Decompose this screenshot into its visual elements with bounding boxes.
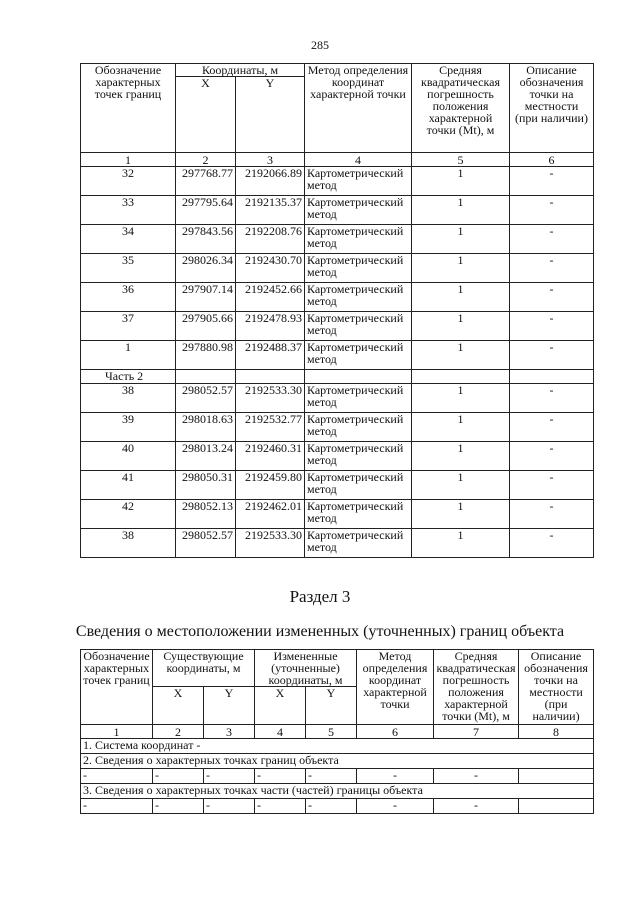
y-coordinate-cell: 2192460.31 bbox=[236, 442, 305, 471]
column-number: 4 bbox=[255, 725, 306, 739]
mean-error-cell: 1 bbox=[412, 283, 510, 312]
x-coordinate-cell: 297795.64 bbox=[176, 196, 236, 225]
coordinate-system-row: 1. Система координат - bbox=[81, 739, 594, 754]
empty-cell bbox=[236, 370, 305, 384]
dash-cell: - bbox=[306, 799, 357, 814]
x-coordinate-cell: 297843.56 bbox=[176, 225, 236, 254]
description-cell: - bbox=[510, 341, 594, 370]
table-row bbox=[81, 500, 594, 529]
mean-error-cell: 1 bbox=[412, 384, 510, 413]
dash-cell bbox=[519, 799, 594, 814]
table-row bbox=[81, 283, 594, 312]
method-cell: Картометрический метод bbox=[305, 442, 412, 471]
section-subtitle: Сведения о местоположении измененных (уточненных) границ объекта bbox=[75, 623, 565, 640]
description-cell: - bbox=[510, 167, 594, 196]
header-x: X bbox=[176, 77, 236, 153]
x-coordinate-cell: 297907.14 bbox=[176, 283, 236, 312]
dash-cell: - bbox=[434, 799, 519, 814]
y-coordinate-cell: 2192462.01 bbox=[236, 500, 305, 529]
part-label-row bbox=[81, 370, 594, 384]
description-cell: - bbox=[510, 500, 594, 529]
point-id-cell: 34 bbox=[81, 225, 176, 254]
dash-cell: - bbox=[153, 799, 204, 814]
table-row bbox=[81, 196, 594, 225]
mean-error-cell: 1 bbox=[412, 413, 510, 442]
header-coordinates: Координаты, м bbox=[176, 64, 305, 77]
method-cell: Картометрический метод bbox=[305, 471, 412, 500]
description-cell: - bbox=[510, 471, 594, 500]
table-row bbox=[81, 254, 594, 283]
mean-error-cell: 1 bbox=[412, 341, 510, 370]
column-number: 3 bbox=[204, 725, 255, 739]
dash-cell: - bbox=[153, 769, 204, 784]
y-coordinate-cell: 2192459.80 bbox=[236, 471, 305, 500]
part-label: Часть 2 bbox=[81, 370, 176, 384]
empty-cell bbox=[305, 370, 412, 384]
description-cell: - bbox=[510, 312, 594, 341]
method-cell: Картометрический метод bbox=[305, 413, 412, 442]
header-existing-coordinates: Существующие координаты, м bbox=[153, 650, 255, 687]
mean-error-cell: 1 bbox=[412, 471, 510, 500]
mean-error-cell: 1 bbox=[412, 196, 510, 225]
header-point-designation: Обозначение характерных точек границ bbox=[81, 650, 153, 725]
method-cell: Картометрический метод bbox=[305, 529, 412, 558]
dash-cell: - bbox=[204, 769, 255, 784]
column-number: 2 bbox=[153, 725, 204, 739]
point-id-cell: 38 bbox=[81, 529, 176, 558]
point-id-cell: 42 bbox=[81, 500, 176, 529]
dash-cell: - bbox=[255, 799, 306, 814]
x-coordinate-cell: 298052.57 bbox=[176, 384, 236, 413]
mean-error-cell: 1 bbox=[412, 312, 510, 341]
y-coordinate-cell: 2192533.30 bbox=[236, 529, 305, 558]
column-number: 7 bbox=[434, 725, 519, 739]
header-existing-y: Y bbox=[204, 687, 255, 725]
y-coordinate-cell: 2192208.76 bbox=[236, 225, 305, 254]
dash-cell: - bbox=[357, 799, 434, 814]
table-row bbox=[81, 225, 594, 254]
x-coordinate-cell: 298052.57 bbox=[176, 529, 236, 558]
dash-cell bbox=[519, 769, 594, 784]
description-cell: - bbox=[510, 225, 594, 254]
x-coordinate-cell: 298052.13 bbox=[176, 500, 236, 529]
empty-cell bbox=[510, 370, 594, 384]
changed-boundaries-table bbox=[80, 649, 594, 814]
dash-cell: - bbox=[81, 799, 153, 814]
mean-error-cell: 1 bbox=[412, 442, 510, 471]
point-id-cell: 41 bbox=[81, 471, 176, 500]
description-cell: - bbox=[510, 384, 594, 413]
y-coordinate-cell: 2192488.37 bbox=[236, 341, 305, 370]
column-number: 1 bbox=[81, 725, 153, 739]
header-existing-x: X bbox=[153, 687, 204, 725]
header-method: Метод определения координат характерной точки bbox=[305, 64, 412, 153]
dash-cell: - bbox=[357, 769, 434, 784]
point-id-cell: 38 bbox=[81, 384, 176, 413]
boundary-points-heading-row: 2. Сведения о характерных точках границ объекта bbox=[81, 754, 594, 769]
y-coordinate-cell: 2192532.77 bbox=[236, 413, 305, 442]
method-cell: Картометрический метод bbox=[305, 254, 412, 283]
y-coordinate-cell: 2192066.89 bbox=[236, 167, 305, 196]
method-cell: Картометрический метод bbox=[305, 283, 412, 312]
y-coordinate-cell: 2192430.70 bbox=[236, 254, 305, 283]
dash-cell: - bbox=[306, 769, 357, 784]
y-coordinate-cell: 2192452.66 bbox=[236, 283, 305, 312]
x-coordinate-cell: 298013.24 bbox=[176, 442, 236, 471]
column-number: 5 bbox=[306, 725, 357, 739]
method-cell: Картометрический метод bbox=[305, 225, 412, 254]
column-number: 1 bbox=[81, 153, 176, 167]
x-coordinate-cell: 298018.63 bbox=[176, 413, 236, 442]
point-id-cell: 37 bbox=[81, 312, 176, 341]
header-mean-error: Средняя квадратическая погрешность положения характерной точки (Mt), м bbox=[434, 650, 519, 725]
x-coordinate-cell: 297880.98 bbox=[176, 341, 236, 370]
description-cell: - bbox=[510, 413, 594, 442]
method-cell: Картометрический метод bbox=[305, 312, 412, 341]
mean-error-cell: 1 bbox=[412, 225, 510, 254]
column-number: 4 bbox=[305, 153, 412, 167]
header-method: Метод определения координат характерной точки bbox=[357, 650, 434, 725]
x-coordinate-cell: 298050.31 bbox=[176, 471, 236, 500]
header-point-designation: Обозначение характерных точек границ bbox=[81, 64, 176, 153]
description-cell: - bbox=[510, 196, 594, 225]
table-row bbox=[81, 341, 594, 370]
mean-error-cell: 1 bbox=[412, 254, 510, 283]
header-changed-y: Y bbox=[306, 687, 357, 725]
header-description: Описание обозначения точки на местности (при наличии) bbox=[519, 650, 594, 725]
table-row bbox=[81, 442, 594, 471]
point-id-cell: 40 bbox=[81, 442, 176, 471]
method-cell: Картометрический метод bbox=[305, 500, 412, 529]
y-coordinate-cell: 2192533.30 bbox=[236, 384, 305, 413]
part-points-heading-row: 3. Сведения о характерных точках части (частей) границы объекта bbox=[81, 784, 594, 799]
header-y: Y bbox=[236, 77, 305, 153]
dash-cell: - bbox=[204, 799, 255, 814]
point-id-cell: 33 bbox=[81, 196, 176, 225]
description-cell: - bbox=[510, 442, 594, 471]
table-row bbox=[81, 413, 594, 442]
mean-error-cell: 1 bbox=[412, 529, 510, 558]
description-cell: - bbox=[510, 529, 594, 558]
dash-cell: - bbox=[81, 769, 153, 784]
mean-error-cell: 1 bbox=[412, 167, 510, 196]
y-coordinate-cell: 2192135.37 bbox=[236, 196, 305, 225]
page-number: 285 bbox=[311, 38, 329, 52]
table-row bbox=[81, 312, 594, 341]
empty-cell bbox=[176, 370, 236, 384]
table-row bbox=[81, 471, 594, 500]
section-title: Раздел 3 bbox=[289, 587, 351, 606]
y-coordinate-cell: 2192478.93 bbox=[236, 312, 305, 341]
column-number: 6 bbox=[510, 153, 594, 167]
header-changed-coordinates: Измененные (уточненные) координаты, м bbox=[255, 650, 357, 687]
description-cell: - bbox=[510, 254, 594, 283]
method-cell: Картометрический метод bbox=[305, 196, 412, 225]
table-row bbox=[81, 384, 594, 413]
boundary-points-table bbox=[80, 63, 594, 558]
mean-error-cell: 1 bbox=[412, 500, 510, 529]
dash-cell: - bbox=[255, 769, 306, 784]
column-number: 2 bbox=[176, 153, 236, 167]
point-id-cell: 1 bbox=[81, 341, 176, 370]
column-number: 6 bbox=[357, 725, 434, 739]
x-coordinate-cell: 297768.77 bbox=[176, 167, 236, 196]
point-id-cell: 39 bbox=[81, 413, 176, 442]
method-cell: Картометрический метод bbox=[305, 384, 412, 413]
table-row bbox=[81, 529, 594, 558]
header-description: Описание обозначения точки на местности (при наличии) bbox=[510, 64, 594, 153]
header-mean-error: Средняя квадратическая погрешность положения характерной точки (Mt), м bbox=[412, 64, 510, 153]
description-cell: - bbox=[510, 283, 594, 312]
column-number: 3 bbox=[236, 153, 305, 167]
method-cell: Картометрический метод bbox=[305, 341, 412, 370]
point-id-cell: 32 bbox=[81, 167, 176, 196]
empty-cell bbox=[412, 370, 510, 384]
point-id-cell: 35 bbox=[81, 254, 176, 283]
column-number: 5 bbox=[412, 153, 510, 167]
x-coordinate-cell: 297905.66 bbox=[176, 312, 236, 341]
table-row bbox=[81, 167, 594, 196]
x-coordinate-cell: 298026.34 bbox=[176, 254, 236, 283]
dash-cell: - bbox=[434, 769, 519, 784]
header-changed-x: X bbox=[255, 687, 306, 725]
method-cell: Картометрический метод bbox=[305, 167, 412, 196]
column-number: 8 bbox=[519, 725, 594, 739]
point-id-cell: 36 bbox=[81, 283, 176, 312]
